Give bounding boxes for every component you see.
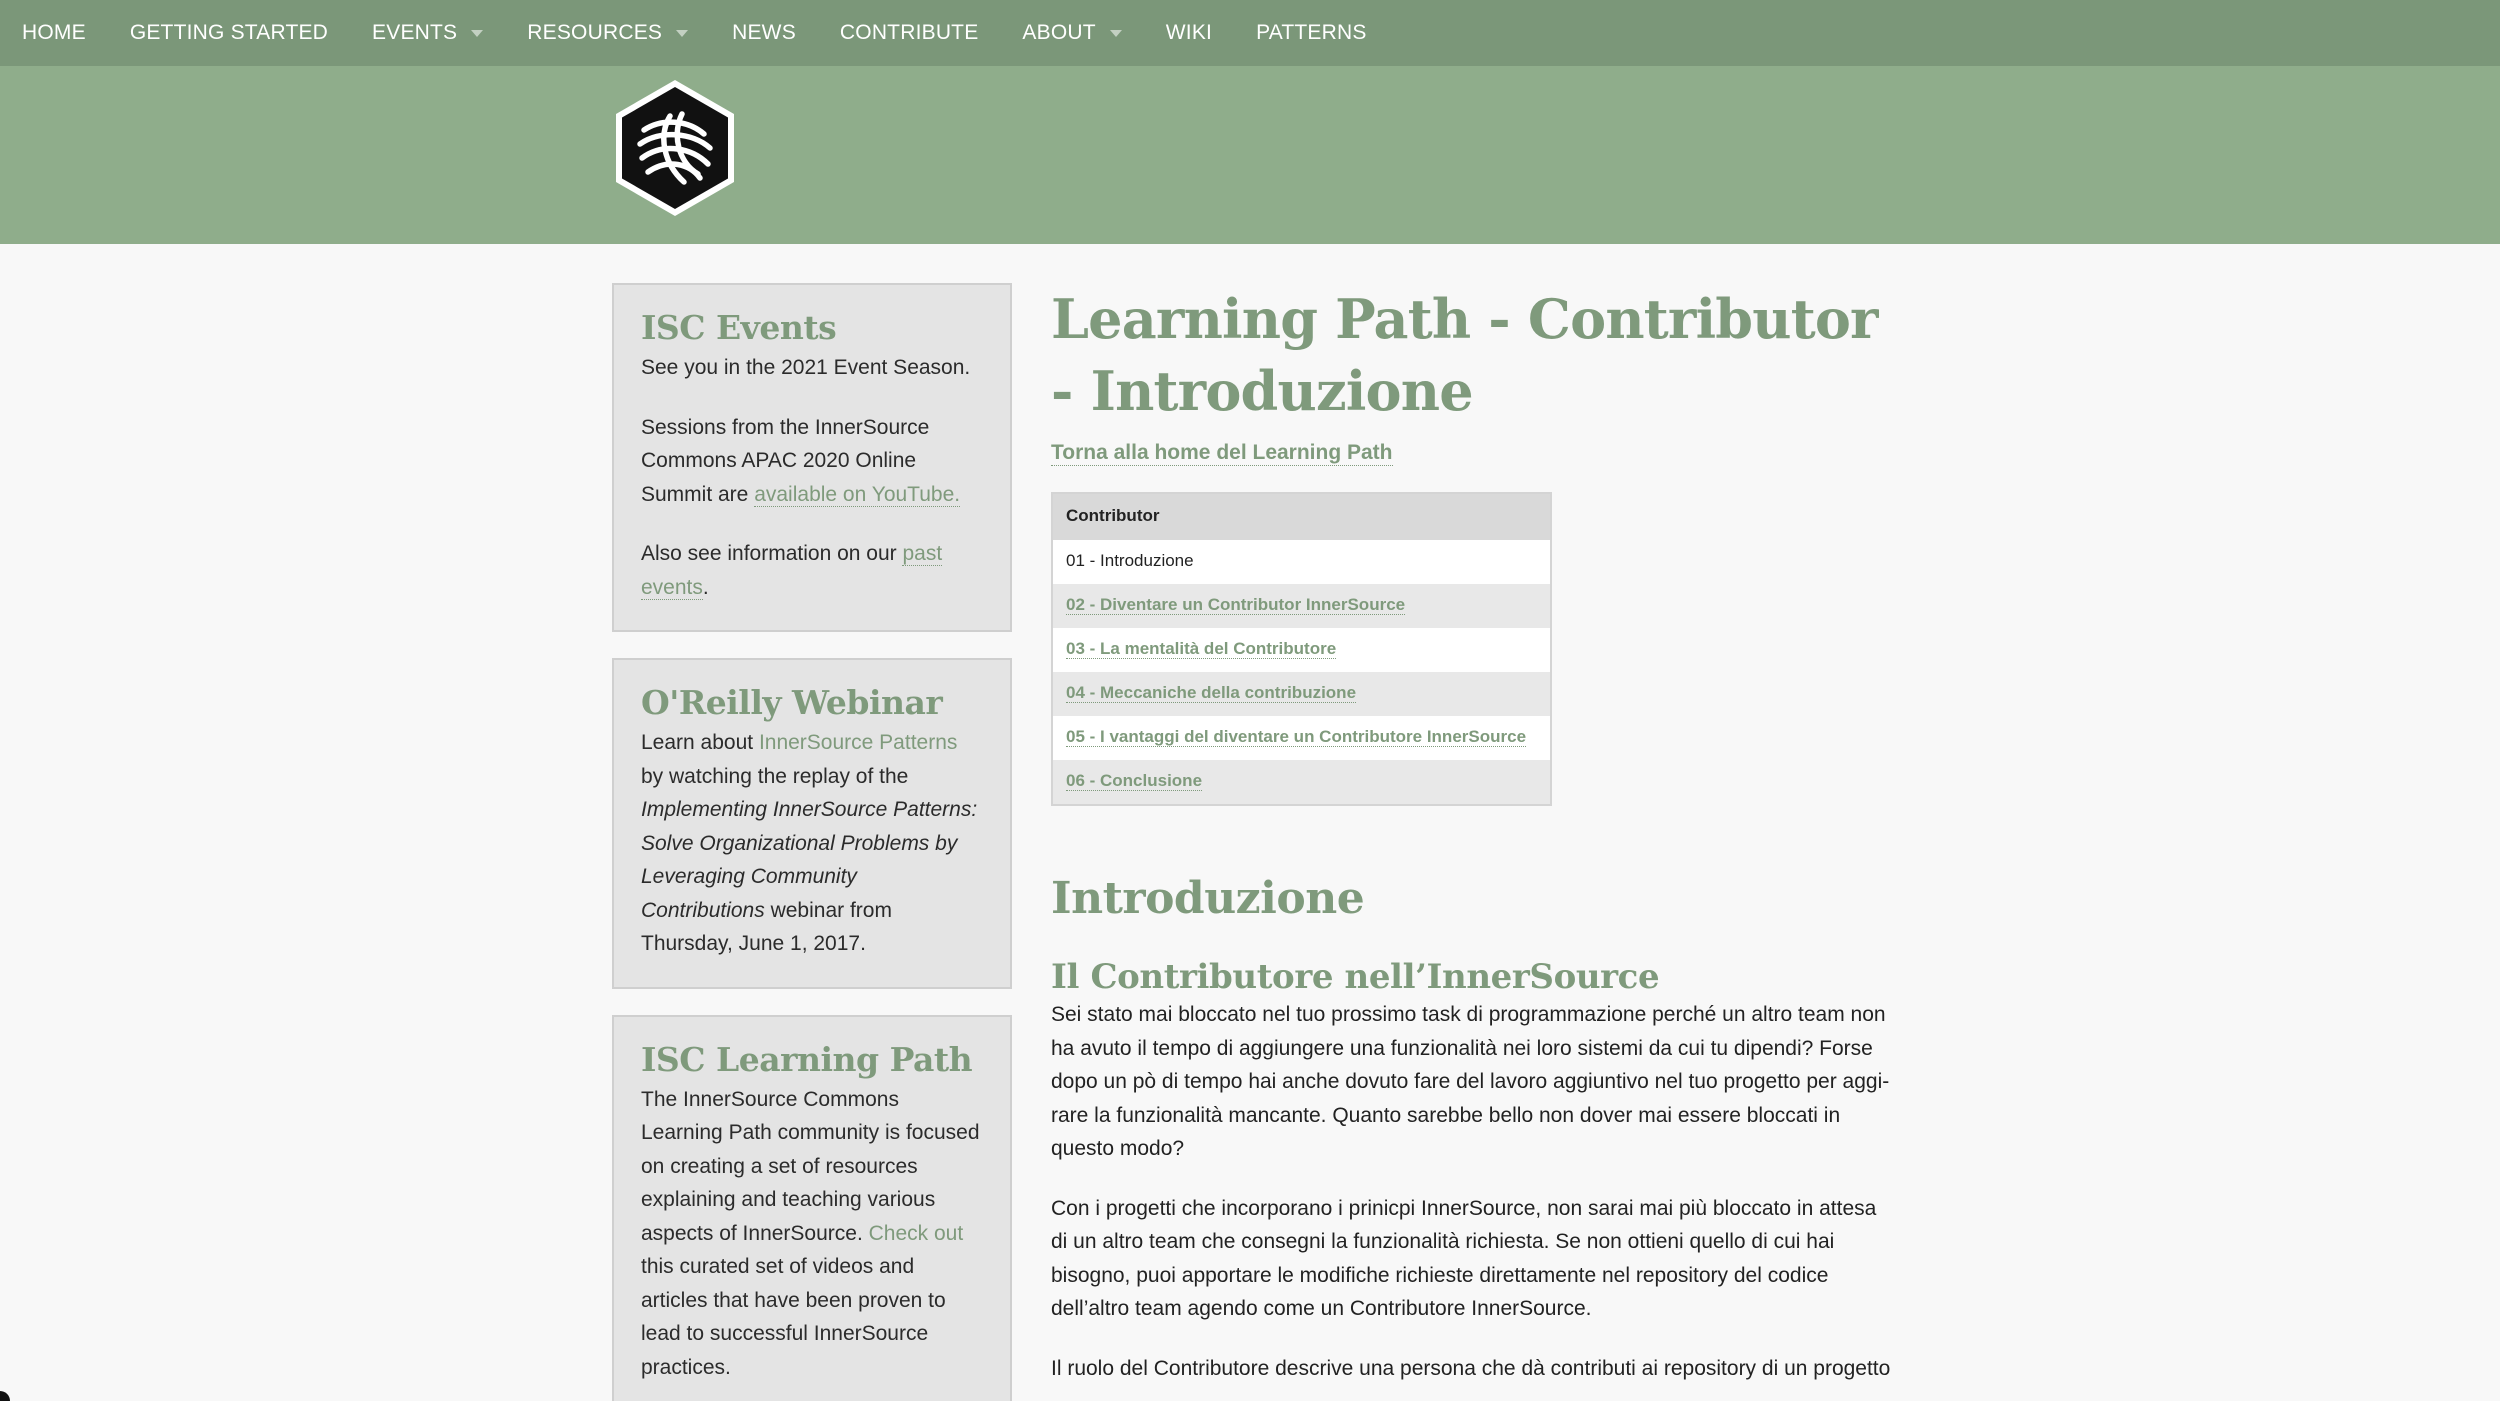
nav-item-home[interactable] bbox=[22, 21, 86, 45]
header-banner bbox=[0, 66, 2500, 244]
nav-item-label: EVENTS bbox=[372, 21, 458, 44]
toc-row bbox=[1053, 540, 1550, 584]
article-body bbox=[1051, 998, 1891, 1385]
text-span: Also see information on our bbox=[641, 542, 903, 565]
subsection-heading: Il Contributore nell’InnerSource bbox=[1051, 957, 1660, 997]
text-span: this curated set of videos and articles that have been proven to lead to successful InnerSource practices. bbox=[641, 1255, 946, 1379]
toc-header: Contributor bbox=[1053, 494, 1550, 540]
widget-title: ISC Learning Path bbox=[641, 1039, 973, 1079]
nav-item-news[interactable] bbox=[732, 21, 796, 45]
toc-link[interactable]: 05 - I vantaggi del diventare un Contributore InnerSource bbox=[1066, 727, 1527, 746]
widget-text: See you in the 2021 Event Season. bbox=[641, 356, 971, 379]
nav-item-about[interactable] bbox=[1022, 21, 1121, 45]
toc-link[interactable]: 06 - Conclusione bbox=[1066, 771, 1203, 790]
widget-text bbox=[641, 537, 984, 604]
article-paragraph: Con i progetti che incorporano i prinicpi InnerSource, non sarai mai più bloccato in attesa di un altro team che consegni la funzionalità richiesta. Se non ottieni quello di cui hai bisogno, puoi apportare le modifiche richieste direttamente nel repository del codice dell’altro team agendo come un Contributore InnerSource. bbox=[1051, 1196, 1877, 1320]
nav-item-contribute[interactable] bbox=[840, 21, 979, 45]
text-span: Learn about bbox=[641, 731, 759, 754]
nav-item-label: PATTERNS bbox=[1256, 21, 1367, 44]
learning-path-home-link[interactable]: Torna alla home del Learning Path bbox=[1051, 441, 1393, 464]
caret-down-icon bbox=[676, 30, 688, 37]
top-navigation bbox=[0, 0, 2500, 66]
caret-down-icon bbox=[1110, 30, 1122, 37]
nav-item-resources[interactable] bbox=[527, 21, 688, 45]
text-span: by watching the replay of the bbox=[641, 764, 909, 788]
widget-text bbox=[641, 726, 984, 961]
window-corner bbox=[0, 1391, 10, 1401]
text-span: webinar from Thursday, June 1, 2017. bbox=[641, 898, 892, 955]
widget-title: O'Reilly Webinar bbox=[641, 683, 943, 722]
past-events-link[interactable]: past events bbox=[641, 542, 943, 599]
isc-learning-path-widget bbox=[612, 1015, 1012, 1401]
nav-item-label: GETTING STARTED bbox=[129, 21, 329, 44]
toc-row bbox=[1053, 672, 1550, 716]
nav-item-wiki[interactable] bbox=[1166, 21, 1212, 45]
nav-item-label: WIKI bbox=[1165, 21, 1213, 44]
youtube-link[interactable]: available on YouTube. bbox=[754, 482, 961, 506]
toc-row bbox=[1053, 716, 1550, 760]
caret-down-icon bbox=[471, 30, 483, 37]
toc-link[interactable]: 03 - La mentalità del Contributore bbox=[1066, 639, 1337, 658]
article-paragraph: Sei stato mai bloccato nel tuo prossimo task di programmazione perché un altro team non ha avuto il tempo di aggiungere una funzionalità nei loro sistemi da cui tu dipendi? Forse dopo un pò di tempo hai anche dovuto fare del lavoro aggiuntivo nel tuo progetto per aggirare la funzionalità mancante. Quanto sarebbe bello non dover mai essere bloccati in questo modo? bbox=[1051, 1003, 1890, 1160]
nav-item-label: RESOURCES bbox=[527, 21, 663, 44]
nav-item-events[interactable] bbox=[372, 21, 483, 45]
innersource-logo-icon[interactable] bbox=[612, 78, 738, 218]
widget-title: ISC Events bbox=[641, 308, 837, 347]
section-heading: Introduzione bbox=[1051, 873, 1365, 924]
nav-item-label: HOME bbox=[22, 21, 86, 44]
nav-item-patterns[interactable] bbox=[1256, 21, 1367, 45]
toc-row bbox=[1053, 584, 1550, 628]
nav-item-label: CONTRIBUTE bbox=[839, 21, 979, 44]
text-span: . bbox=[702, 575, 709, 599]
widget-text bbox=[641, 411, 984, 512]
text-span: Sessions from the InnerSource Commons APAC 2020 Online Summit are bbox=[641, 415, 930, 506]
nav-item-getting-started[interactable] bbox=[130, 21, 328, 45]
text-span: The InnerSource Commons Learning Path community is focused on creating a set of resources explaining and teaching various aspects of InnerSource. bbox=[641, 1087, 980, 1245]
check-out-link[interactable]: Check out bbox=[868, 1221, 964, 1245]
nav-item-label: ABOUT bbox=[1022, 21, 1096, 44]
toc-row bbox=[1053, 628, 1550, 672]
webinar-title: Implementing InnerSource Patterns: Solve Organizational Problems by Leveraging Community Contributions bbox=[641, 798, 978, 922]
widget-text bbox=[641, 1083, 984, 1385]
oreilly-webinar-widget bbox=[612, 658, 1012, 989]
contributor-toc-table bbox=[1051, 492, 1552, 806]
toc-row bbox=[1053, 760, 1550, 804]
sidebar bbox=[612, 283, 1012, 1401]
article-paragraph: Il ruolo del Contributore descrive una persona che dà contributi ai repository di un progetto bbox=[1051, 1356, 1891, 1380]
toc-link[interactable]: 04 - Meccaniche della contribuzione bbox=[1066, 683, 1357, 702]
nav-item-label: NEWS bbox=[732, 21, 796, 44]
isc-events-widget bbox=[612, 283, 1012, 632]
page-title: Learning Path - Contributor - Introduzione bbox=[1051, 287, 1878, 423]
innersource-patterns-link[interactable]: InnerSource Patterns bbox=[758, 731, 958, 754]
main-content bbox=[1051, 283, 1891, 1401]
toc-current-item: 01 - Introduzione bbox=[1066, 551, 1194, 570]
toc-link[interactable]: 02 - Diventare un Contributor InnerSource bbox=[1066, 595, 1406, 614]
